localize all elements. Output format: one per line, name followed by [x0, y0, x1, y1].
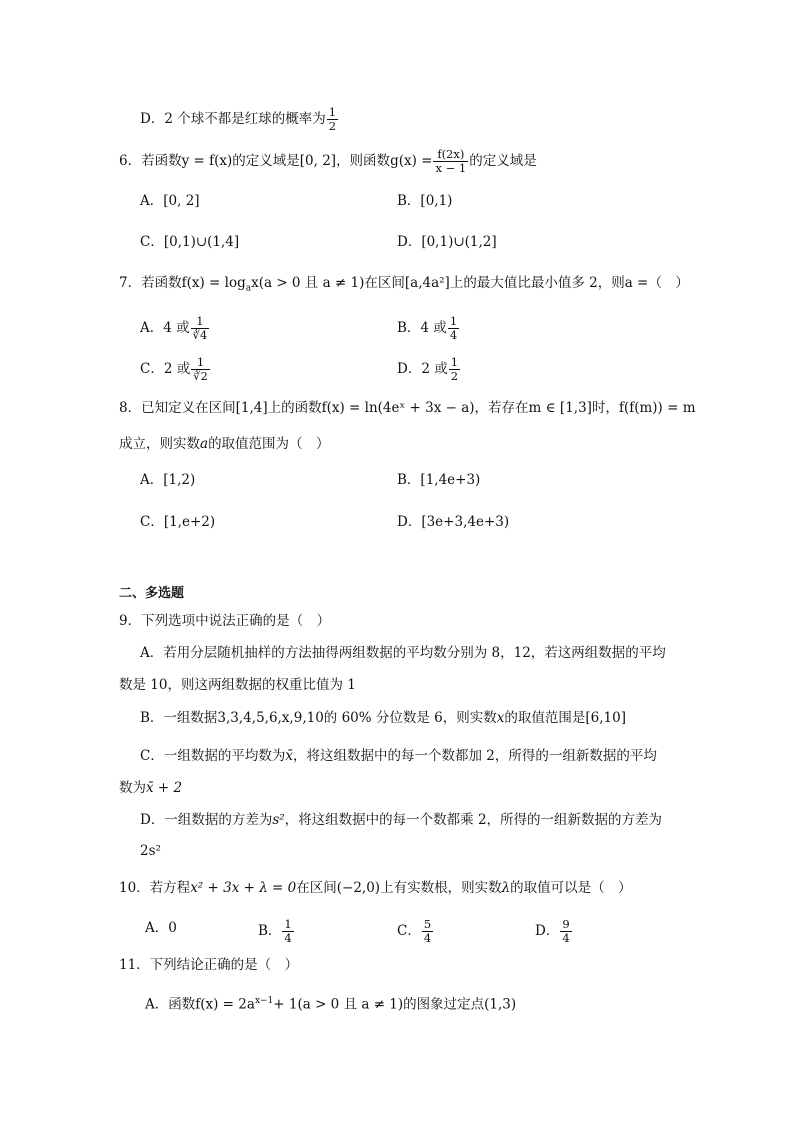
q9-option-a-line2: 数是 10，则这两组数据的权重比值为 1: [119, 677, 356, 693]
q7-option-a: A．4 或 $\frac{1}{∛4}$: [140, 314, 208, 342]
question-8-stem: 8．已知定义在区间[1,4]上的函数f(x) = ln(4eˣ + 3x − a)，若存在m ∈ [1,3]时，f(f(m)) = m: [119, 400, 696, 416]
fraction: $\frac{1}{2}$: [328, 105, 337, 133]
question-11-stem: 11．下列结论正确的是（ ）: [119, 957, 299, 973]
fraction: $\frac{f(2x)}{x - 1}$: [435, 147, 467, 175]
q5-option-d-text: D．2 个球不都是红球的概率为: [140, 111, 326, 127]
q7-option-d: D．2 或 $\frac{1}{2}$: [397, 355, 459, 383]
q5-option-d: [140, 106, 339, 133]
q6-option-b: B．[0,1): [397, 193, 453, 209]
q9-option-a-line1: A．若用分层随机抽样的方法抽得两组数据的平均数分别为 8，12，若这两组数据的平均: [140, 645, 666, 661]
q8-option-d: D．[3e+3,4e+3): [397, 514, 510, 530]
q8-option-b: B．[1,4e+3): [397, 472, 481, 488]
section-title-multiple-choice: 二、多选题: [119, 586, 185, 601]
q10-option-b: B． $\frac{1}{4}$: [258, 917, 292, 945]
q6-option-c: C．[0,1)∪(1,4]: [140, 234, 240, 250]
question-9-stem: 9．下列选项中说法正确的是（ ）: [119, 613, 331, 629]
question-8-stem-line2: 成立，则实数a的取值范围为（ ）: [119, 436, 330, 452]
q9-option-d-line1: D．一组数据的方差为s²，将这组数据中的每一个数都乘 2，所得的一组新数据的方差为: [140, 812, 663, 828]
q10-option-c: C． $\frac{5}{4}$: [397, 917, 432, 945]
question-7-stem: 7．若函数$f(x) = \log_ax(a > 0$ 且 a ≠ 1)在区间[a,4a²]上的最大值比最小值多 2，则a =（ ）: [119, 275, 689, 294]
question-6-stem: 6．若函数y = f(x)的定义域是[0, 2]，则函数g(x) = $\frac{f(2x)}{x - 1}$ 的定义域是: [119, 147, 537, 175]
q6-option-d: D．[0,1)∪(1,2]: [397, 234, 497, 250]
q10-option-a: A．0: [145, 920, 177, 936]
question-10-stem: 10．若方程x² + 3x + λ = 0在区间(−2,0)上有实数根，则实数λ的取值可以是（ ）: [119, 880, 632, 896]
q8-option-c: C．[1,e+2): [140, 514, 216, 530]
q9-option-c-line2: 数为x̄ + 2: [119, 780, 183, 796]
q6-option-a: A．[0, 2]: [140, 193, 200, 209]
q9-option-c-line1: C．一组数据的平均数为x̄，将这组数据中的每一个数都加 2，所得的一组新数据的平均: [140, 748, 657, 764]
q8-option-a: A．[1,2): [140, 472, 196, 488]
q9-option-b: B．一组数据3,3,4,5,6,x,9,10的 60% 分位数是 6，则实数x的取值范围是[6,10]: [140, 710, 626, 726]
q10-option-d: D． $\frac{9}{4}$: [535, 917, 570, 945]
q7-option-c: C．2 或 $\frac{1}{∛2}$: [140, 355, 208, 383]
q7-option-b: B．4 或 $\frac{1}{4}$: [397, 314, 458, 342]
q9-option-d-line2: 2s²: [140, 843, 161, 859]
q11-option-a: A．函数$f(x) = 2a^{x-1}+ 1(a > 0$ 且 a ≠ 1)的图象过定点(1,3): [145, 996, 517, 1013]
